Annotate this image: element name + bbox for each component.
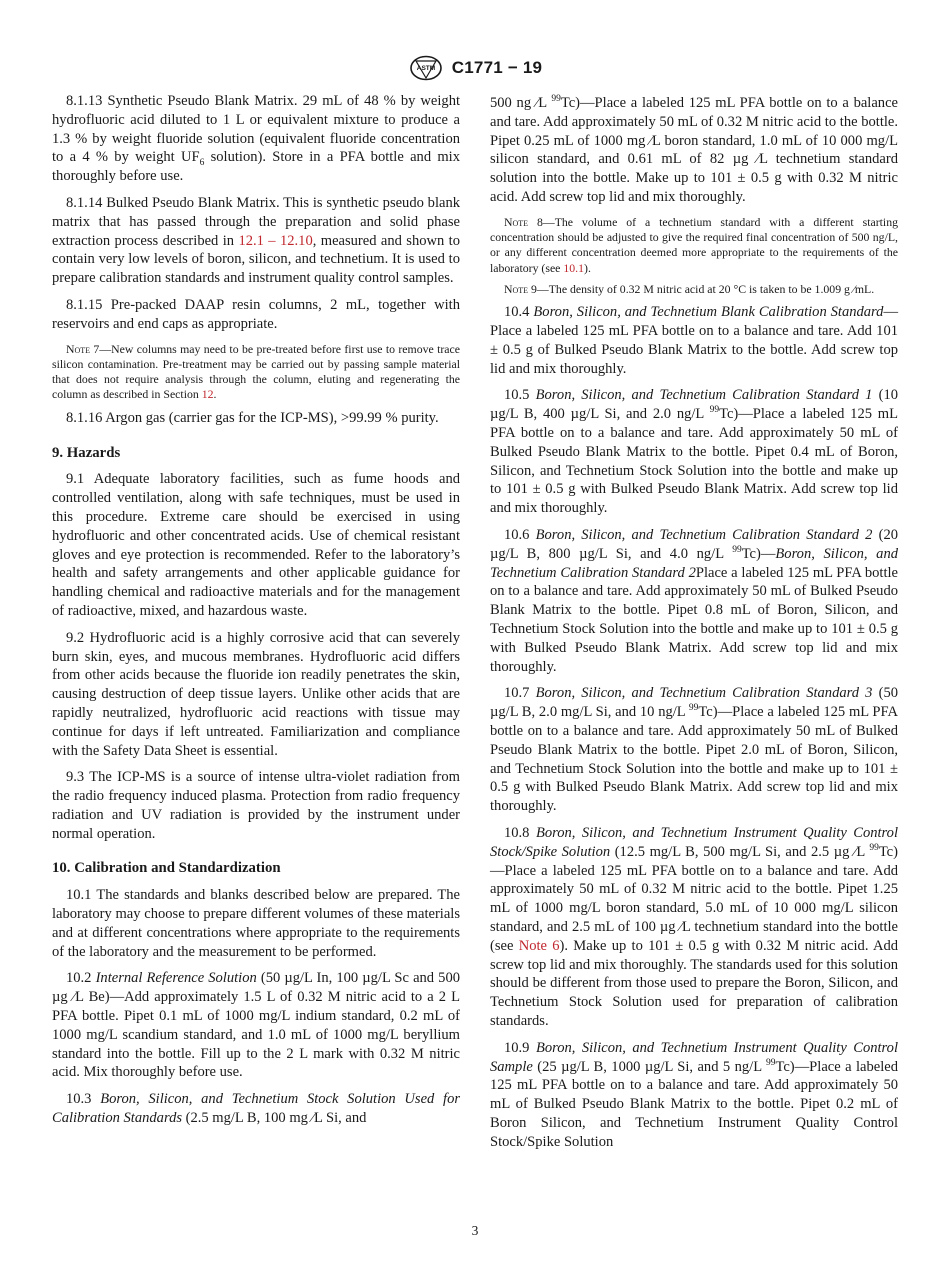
note-8: Note 8—The volume of a technetium standard with a different starting concentration should be adjusted to give the required final concentration of 500 ng/L, or any different concentration deemed more appropriate to the requirements of the laboratory (see 10.1). bbox=[490, 214, 899, 275]
section-10-4: 10.4 Boron, Silicon, and Technetium Blank Calibration Standard—Place a labeled 125 mL PFA bottle on to a balance and tare. Add 101 ± 0.5 g of Bulked Pseudo Blank Matrix to the bottle. Add screw top lid and mix thoroughly. bbox=[490, 304, 899, 377]
section-8-1-15: 8.1.15 Pre-packed DAAP resin columns, 2 mL, together with reservoirs and end caps as appropriate. bbox=[52, 296, 461, 332]
right-column bbox=[490, 94, 898, 1160]
section-9-1: 9.1 Adequate laboratory facilities, such as fume hoods and controlled ventilation, along with safe techniques, must be used in this procedure. Extreme care should be exercised in using hydrofluoric and other concentrated acids. Use of chemical resistant gloves and eye protection is recommended. Refer to the laboratory’s health and safety arrangements and other applicable guidance for handling chemical and radioactive materials and for the management of radioactive, mixed, and hazardous waste. bbox=[52, 471, 461, 619]
link-note-6[interactable]: Note 6 bbox=[518, 937, 560, 954]
section-8-1-16: 8.1.16 Argon gas (carrier gas for the ICP-MS), >99.99 % purity. bbox=[66, 409, 439, 426]
section-10-7: 10.7 Boron, Silicon, and Technetium Calibration Standard 3 (50 µg/L B, 2.0 mg/L Si, and 10 ng/L $^{99}$Tc)—Place a labeled 125 mL PFA bottle on to a balance and tare. Add approximately 50 mL of Bulked Pseudo Blank Matrix to the bottle. Pipet 2.0 mL of Boron, Silicon, and Technetium Stock Solution into the bottle and make up to 101 ± 0.5 g with Bulked Pseudo Blank Matrix. Add screw top lid and mix thoroughly. bbox=[490, 685, 899, 815]
heading-calibration: 10. Calibration and Standardization bbox=[52, 860, 281, 877]
document-id: C1771 − 19 bbox=[451, 58, 543, 77]
section-9-2: 9.2 Hydrofluoric acid is a highly corrosive acid that can severely burn skin, eyes, and mucous membranes. Hydrofluoric acid differs from other acids because the fluoride ion readily penetrates the skin, causing destruction of deep tissue layers. Unlike other acids that are rapidly neutralized, hydrofluoric acid reactions with tissue may continue for days if left untreated. Familiarization and compliance with the Safety Data Sheet is essential. bbox=[52, 629, 461, 759]
section-10-1: 10.1 The standards and blanks described below are prepared. The laboratory may choose to prepare different volumes of these materials and at different concentrations where appropriate to the requirements of the laboratory and the measurement to be performed. bbox=[52, 887, 460, 960]
section-10-9: 10.9 Boron, Silicon, and Technetium Instrument Quality Control Sample (25 µg/L B, 1000 µg/L Si, and 5 ng/L $^{99}$Tc)—Place a labeled 125 mL PFA bottle on to a balance and tare. Add approximately 50 mL of Bulked Pseudo Blank Matrix to the bottle. Pipet 0.2 mL of Boron Silicon, and Technetium Instrument Quality Control Stock/Spike Solution bbox=[490, 1039, 898, 1150]
section-10-6: 10.6 Boron, Silicon, and Technetium Calibration Standard 2 (20 µg/L B, 800 µg/L Si, and 4.0 ng/L $^{99}$Tc)—Boron, Silicon, and Technetium Calibration Standard 2Place a labeled 125 mL PFA bottle on to a balance and tare. Add approximately 50 mL of Bulked Pseudo Blank Matrix to the bottle. Pipet 0.8 mL of Boron, Silicon, and Technetium Stock Solution into the bottle and make up to 101 ± 0.5 g with Bulked Pseudo Blank Matrix. Add screw top lid and mix thoroughly. bbox=[490, 527, 899, 675]
section-10-3: 10.3 Boron, Silicon, and Technetium Stock Solution Used for Calibration Standards (2.5 mg/L B, 100 mg ⁄L Si, and bbox=[52, 1091, 460, 1127]
section-9-3: 9.3 The ICP-MS is a source of intense ultra-violet radiation from the radio frequency induced plasma. Protection from radio frequency radiation and UV radiation is provided by the instrument under normal operation. bbox=[52, 769, 460, 842]
section-8-1-13: 8.1.13 Synthetic Pseudo Blank Matrix. 29 mL of 48 % by weight hydrofluoric acid diluted to 1 L or equivalent mixture to produce a 1.3 % by weight fluoride solution (equivalent fluoride concentration to a 4 % by weight $UF_6$ solution). Store in a PFA bottle and mix thoroughly before use. bbox=[52, 93, 461, 185]
left-column bbox=[52, 92, 460, 1136]
section-10-2: 10.2 Internal Reference Solution (50 µg/L In, 100 µg/L Sc and 500 µg ⁄L Be)—Add approximately 1.5 L of 0.32 M nitric acid to a 2 L PFA bottle. Pipet 0.1 mL of 1000 mg/L indium standard, 0.2 mL of 1000 mg/L scandium standard, and 1.0 mL of 1000 mg/L beryllium standard into the bottle. Fill up to the 2 L mark with 0.32 M nitric acid. Mix thoroughly before use. bbox=[52, 970, 460, 1081]
section-10-8: 10.8 Boron, Silicon, and Technetium Instrument Quality Control Stock/Spike Solution (12.5 mg/L B, 500 mg/L Si, and 2.5 µg ⁄L $^{99}$Tc)—Place a labeled 125 mL PFA bottle on to a balance and tare. Add approximately 50 mL of 0.32 M nitric acid to the bottle. Pipet 1.25 mL of 1000 mg/L boron standard, 5.0 mL of 10 000 mg/L silicon standard, and 2.5 mL of 100 µg ⁄L technetium standard into the bottle (see Note 6). Make up to 101 ± 0.5 g with 0.32 M nitric acid. Add screw top lid and mix thoroughly. The standards used for this solution should be different from those used to prepare the Boron, Silicon, and Technetium Stock Solution used for preparation of calibration standards. bbox=[490, 824, 898, 1029]
section-10-3-continued: 500 ng ⁄L $^{99}$Tc)—Place a labeled 125 mL PFA bottle on to a balance and tare. Add approximately 50 mL of 0.32 M nitric acid to the bottle. Pipet 0.25 mL of 1000 mg ⁄L boron standard, 1.0 mL of 10 000 mg/L silicon standard, and 0.61 mL of 82 µg ⁄L technetium standard solution into the bottle. Make up to 101 ± 0.5 g with 0.32 M nitric acid. Add screw top lid and mix thoroughly. bbox=[490, 94, 898, 205]
section-8-1-14: 8.1.14 Bulked Pseudo Blank Matrix. This is synthetic pseudo blank matrix that has passed through the preparation and solid phase extraction process described in 12.1 – 12.10, measured and shown to contain very low levels of boron, silicon, and technetium. It is used to prepare calibration standards and instrument quality control samples. bbox=[52, 194, 461, 287]
note-7: Note 7—New columns may need to be pre-treated before first use to remove trace silicon contamination. Pre-treatment may be carried out by passing sample material that does not require analysis through the column, eluting and regenerating the column as described in Section 12. bbox=[52, 341, 461, 402]
note-9: Note 9—The density of 0.32 M nitric acid at 20 °C is taken to be 1.009 g ⁄mL. bbox=[504, 281, 875, 296]
section-10-5: 10.5 Boron, Silicon, and Technetium Calibration Standard 1 (10 µg/L B, 400 µg/L Si, and 2.0 ng/L $^{99}$Tc)—Place a labeled 125 mL PFA bottle on to a balance and tare. Add approximately 50 mL of Bulked Pseudo Blank Matrix to the bottle. Pipet 0.4 mL of Boron, Silicon, and Technetium Stock Solution into the bottle and make up to 101 ± 0.5 g with Bulked Pseudo Blank Matrix. Add screw top lid and mix thoroughly. bbox=[490, 387, 899, 517]
astm-logo-icon bbox=[408, 55, 444, 81]
heading-hazards: 9. Hazards bbox=[52, 444, 121, 461]
link-section-12[interactable]: 12 bbox=[201, 387, 214, 402]
link-section-10-1[interactable]: 10.1 bbox=[563, 260, 585, 275]
link-section-12-1[interactable]: 12.1 – 12.10 bbox=[238, 232, 313, 249]
astm-logo-text: ASTM bbox=[416, 65, 436, 72]
page-number: 3 bbox=[471, 1223, 479, 1238]
page-header bbox=[0, 55, 950, 81]
